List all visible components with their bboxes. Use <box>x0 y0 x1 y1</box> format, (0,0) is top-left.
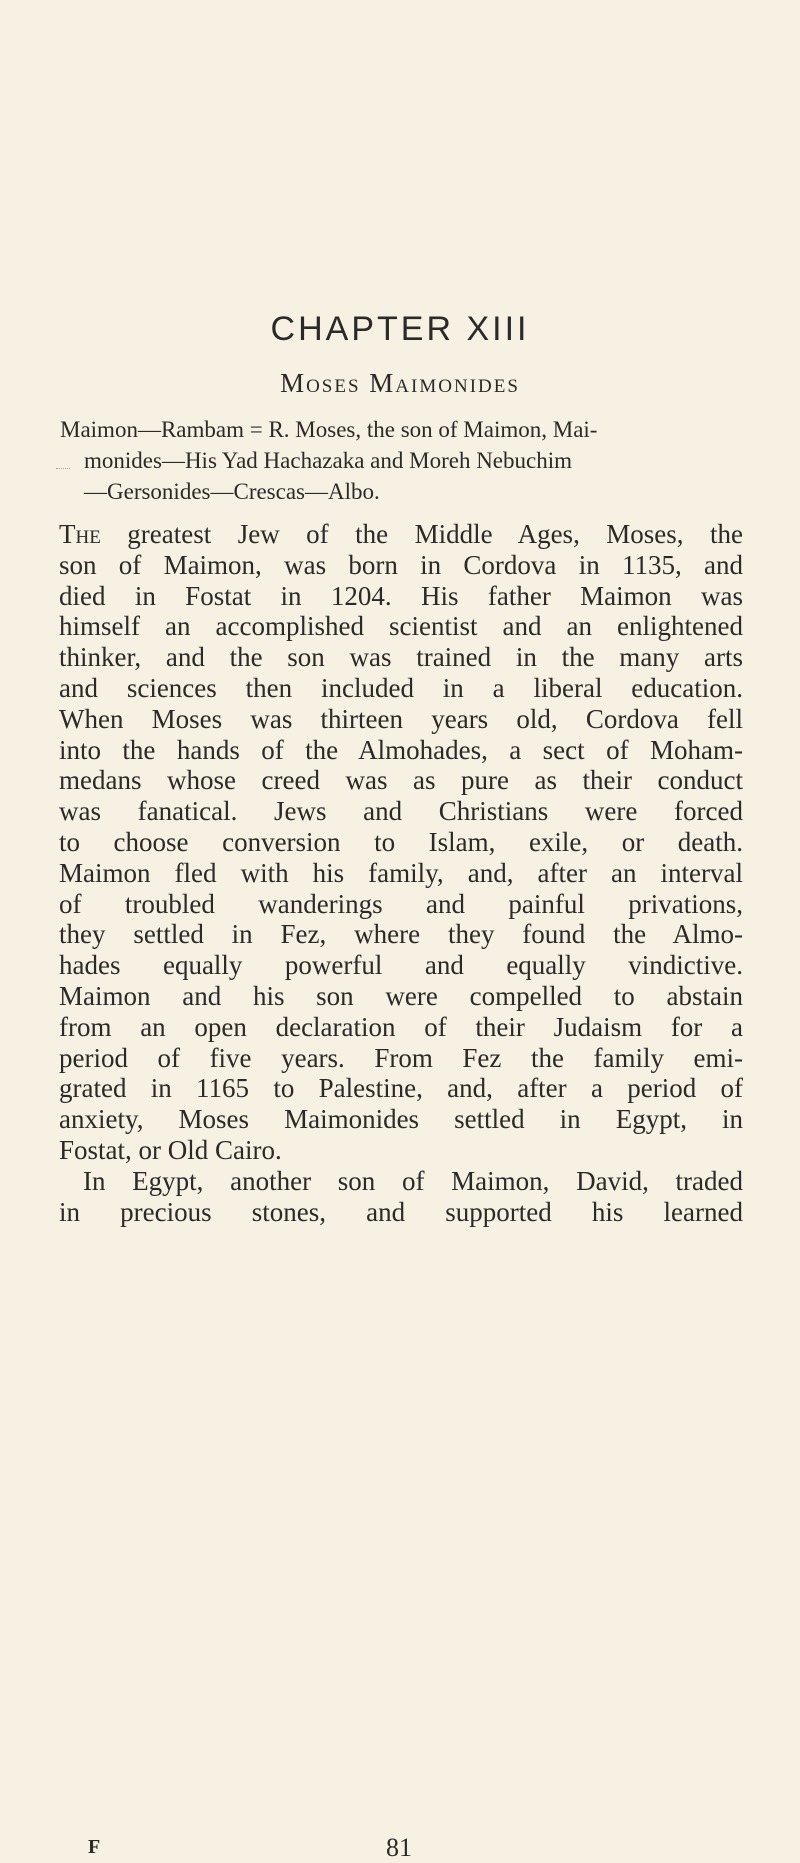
body-line: and sciences then included in a liberal education. <box>59 672 743 703</box>
chapter-summary <box>60 414 740 507</box>
body-line: to choose conversion to Islam, exile, or death. <box>59 826 743 857</box>
signature-mark: F <box>88 1836 101 1858</box>
body-line: from an open declaration of their Judaism for a <box>59 1011 743 1042</box>
body-line: was fanatical. Jews and Christians were forced <box>59 796 743 827</box>
body-line <box>59 519 743 550</box>
body-line: Fostat, or Old Cairo. <box>59 1134 282 1165</box>
body-line: they settled in Fez, where they found the Almo- <box>59 919 743 950</box>
body-line: period of five years. From Fez the family emi- <box>59 1042 743 1073</box>
body-line: Maimon and his son were compelled to abstain <box>59 980 743 1011</box>
summary-line: —Gersonides—Crescas—Albo. <box>84 479 380 504</box>
body-line: died in Fostat in 1204. His father Maimon was <box>59 580 743 611</box>
body-line: son of Maimon, was born in Cordova in 1135, and <box>59 549 743 580</box>
summary-line: monides—His Yad Hachazaka and Moreh Nebuchim <box>84 448 572 473</box>
body-line: himself an accomplished scientist and an enlightened <box>59 611 743 642</box>
body-line: of troubled wanderings and painful privations, <box>59 888 743 919</box>
body-line: into the hands of the Almohades, a sect of Moham- <box>59 734 743 765</box>
body-line: In Egypt, another son of Maimon, David, traded <box>83 1165 743 1196</box>
chapter-title: Moses Maimonides <box>280 368 520 398</box>
body-line: When Moses was thirteen years old, Cordova fell <box>59 703 743 734</box>
body-line: Maimon fled with his family, and, after an interval <box>59 857 743 888</box>
page-number: 81 <box>386 1833 412 1862</box>
drop-word: The <box>59 519 101 549</box>
body-line: hades equally powerful and equally vindictive. <box>59 950 743 981</box>
body-line: in precious stones, and supported his learned <box>59 1196 743 1227</box>
body-line-text: greatest Jew of the Middle Ages, Moses, the <box>100 519 743 549</box>
print-speck <box>56 468 70 473</box>
chapter-body <box>59 519 743 1227</box>
chapter-heading: CHAPTER XIII <box>270 310 530 348</box>
summary-line: Maimon—Rambam = R. Moses, the son of Maimon, Mai- <box>60 417 598 442</box>
body-line: medans whose creed was as pure as their conduct <box>59 765 743 796</box>
body-line: grated in 1165 to Palestine, and, after a period of <box>59 1073 743 1104</box>
body-line: anxiety, Moses Maimonides settled in Egypt, in <box>59 1104 743 1135</box>
body-line: thinker, and the son was trained in the many arts <box>59 642 743 673</box>
